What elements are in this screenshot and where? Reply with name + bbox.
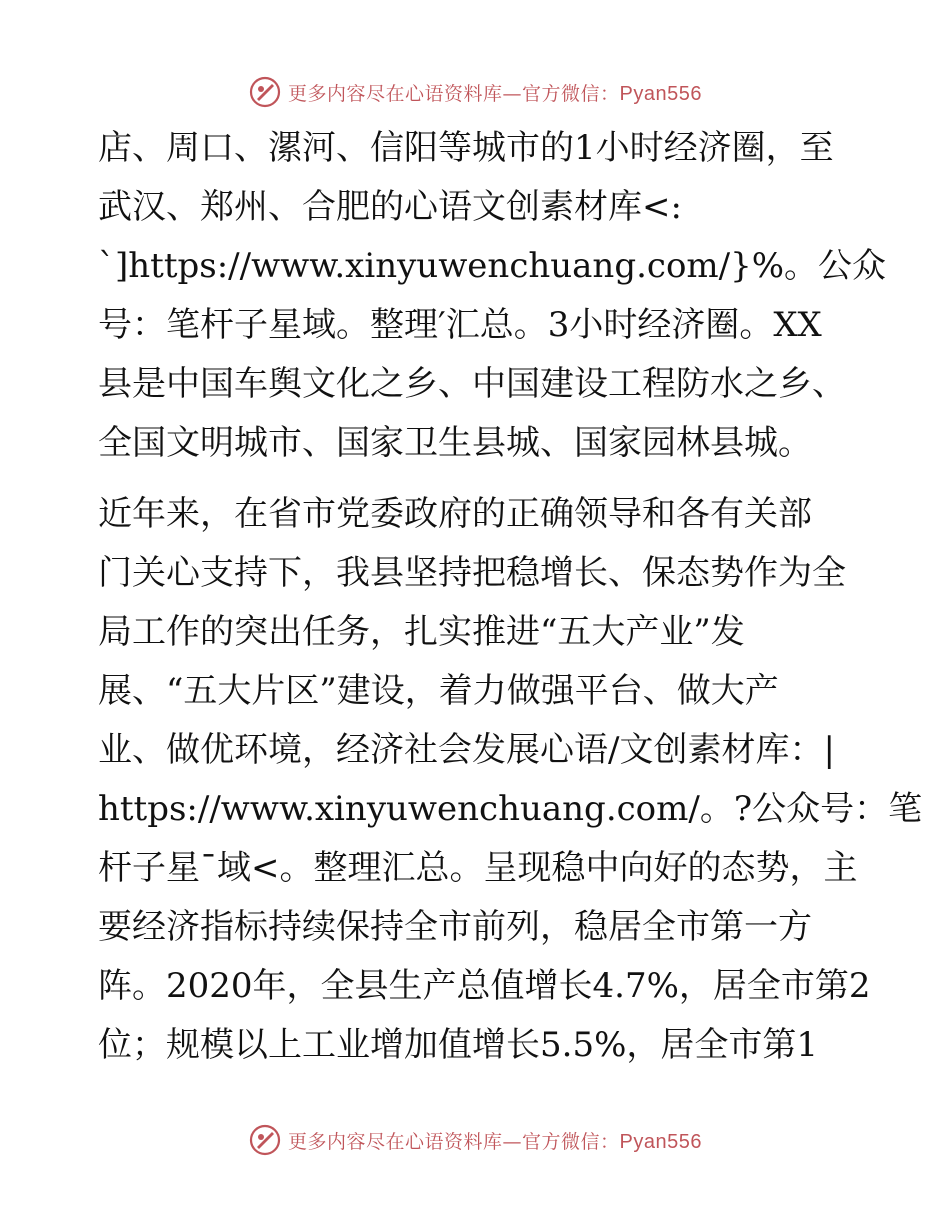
text-line: 展、“五大片区”建设，着力做强平台、做大产 (98, 671, 779, 711)
text-line: 店、周口、漯河、信阳等城市的1小时经济圈，至 (98, 128, 834, 168)
text-line: 号：笔杆子星域。整理′汇总。3小时经济圈。XX (98, 305, 822, 345)
paragraph-2 (98, 485, 923, 1075)
text-line: 位；规模以上工业增加值增长5.5%，居全市第1 (98, 1025, 819, 1065)
text-line: 武汉、郑州、合肥的心语文创素材库<: (98, 187, 682, 227)
paragraph-1 (98, 119, 887, 473)
header-text: 更多内容尽在心语资料库—官方微信：Pyan556 (288, 82, 702, 105)
text-line: 业、做优环境，经济社会发展心语/文创素材库：| (98, 730, 835, 770)
text-line: 局工作的突出任务，扎实推进“五大产业”发 (98, 612, 745, 652)
text-line: 阵。2020年，全县生产总值增长4.7%，居全市第2 (98, 966, 871, 1006)
brand-logo-icon (248, 1123, 282, 1157)
text-line: 县是中国车舆文化之乡、中国建设工程防水之乡、 (98, 364, 846, 404)
text-line: 近年来，在省市党委政府的正确领导和各有关部 (98, 494, 812, 534)
footer-text: 更多内容尽在心语资料库—官方微信：Pyan556 (288, 1130, 702, 1153)
brand-logo-icon (248, 75, 282, 109)
text-line: 杆子星¯域<。整理汇总。呈现稳中向好的态势，主 (98, 848, 858, 888)
text-line: 全国文明城市、国家卫生县城、国家园林县城。 (98, 423, 812, 463)
text-line: https://www.xinyuwenchuang.com/。?公众号：笔 (98, 789, 923, 829)
text-line: `]https://www.xinyuwenchuang.com/}%。公众 (98, 246, 887, 286)
text-line: 要经济指标持续保持全市前列，稳居全市第一方 (98, 907, 812, 947)
header-banner (0, 72, 950, 112)
text-line: 门关心支持下，我县坚持把稳增长、保态势作为全 (98, 553, 846, 593)
footer-banner (0, 1120, 950, 1160)
